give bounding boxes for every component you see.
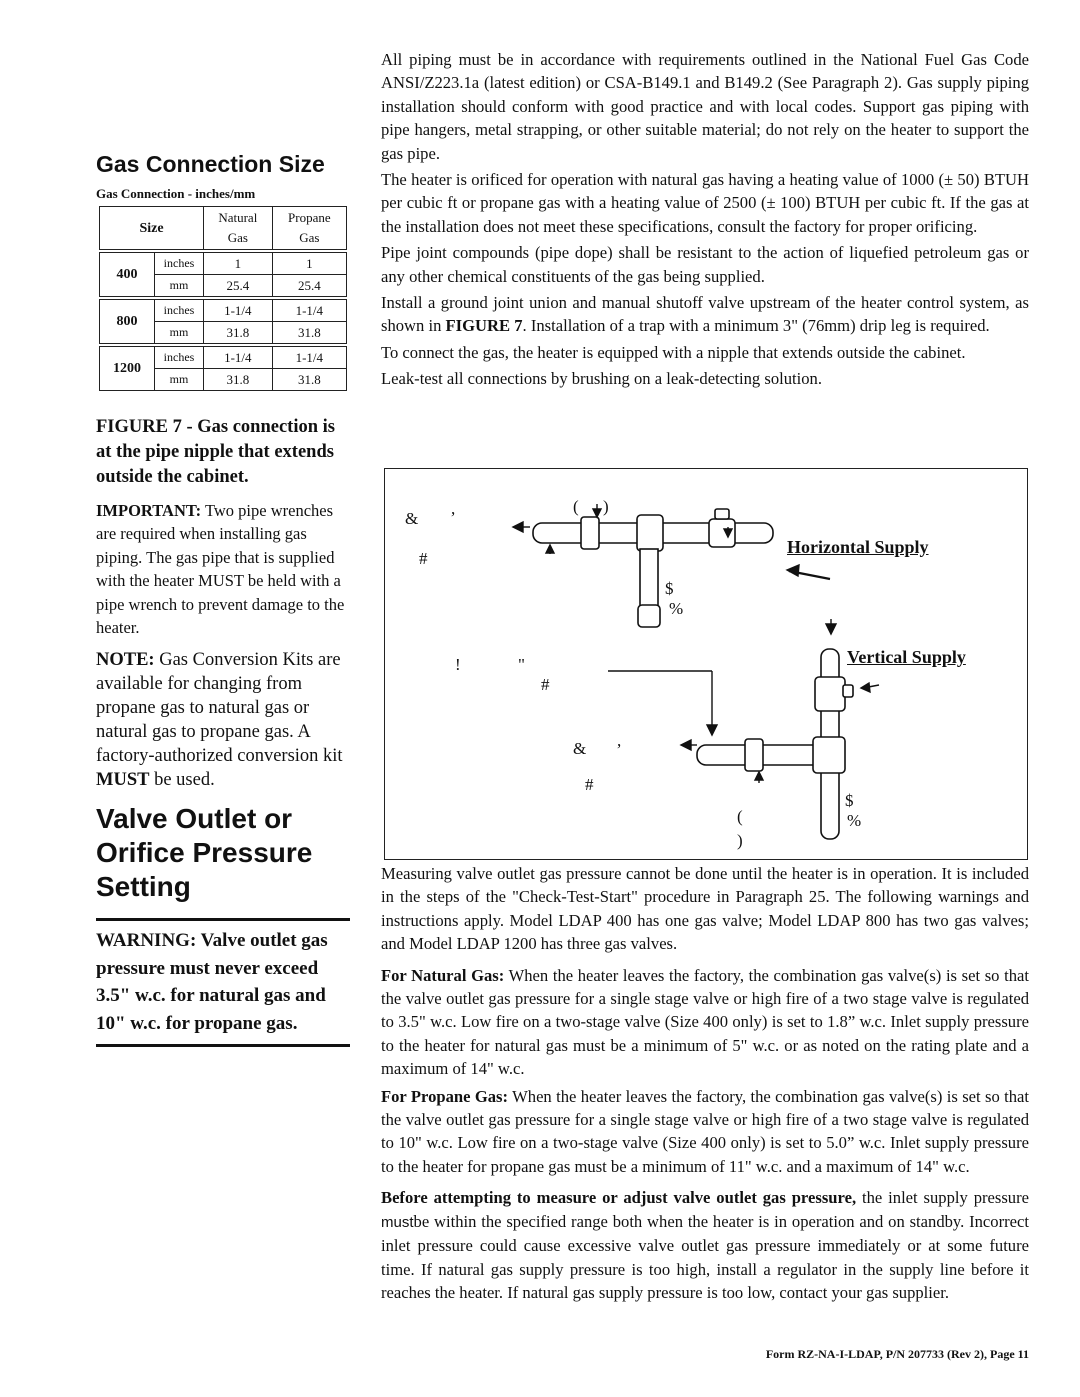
left-column bbox=[96, 150, 352, 1047]
important-label: IMPORTANT: bbox=[96, 501, 202, 520]
figure-ref: FIGURE 7 bbox=[445, 316, 523, 336]
before-attempting-label: Before attempting to measure or adjust valve outlet gas pressure, bbox=[381, 1188, 857, 1208]
cell-natural: 31.8 bbox=[204, 369, 273, 391]
tee-fitting bbox=[637, 515, 663, 551]
valve-handle bbox=[715, 509, 729, 519]
table-caption: Gas Connection - inches/mm bbox=[96, 186, 256, 201]
union-text-a: Install a ground joint union and manual shutoff valve upstream of the heater control system, as shown in bbox=[381, 293, 1029, 336]
row-unit: mm bbox=[155, 322, 204, 344]
row-size: 400 bbox=[100, 253, 155, 297]
cell-propane: 31.8 bbox=[272, 322, 346, 344]
header-propane-line1: Propane bbox=[288, 210, 331, 225]
table-row bbox=[100, 347, 347, 369]
fig-glyph: " bbox=[518, 655, 525, 674]
fig-glyph: $ bbox=[845, 791, 854, 810]
row-unit: mm bbox=[155, 369, 204, 391]
fig-glyph: & bbox=[405, 509, 419, 528]
paragraph-before-attempting bbox=[381, 1186, 1029, 1304]
paragraph-propane-gas bbox=[381, 1085, 1029, 1179]
table-header-row bbox=[100, 207, 347, 250]
header-natural-line2: Gas bbox=[227, 230, 248, 245]
fig-glyph: # bbox=[419, 549, 428, 568]
important-text: Two pipe wrenches are required when installing gas piping. The gas pipe that is supplied with the heater MUST be held with a pipe wrench to prevent damage to the heater. bbox=[96, 501, 345, 638]
figure-7-piping-diagram bbox=[384, 468, 1028, 860]
fig-glyph: ) bbox=[737, 831, 743, 850]
row-size: 1200 bbox=[100, 347, 155, 391]
fig-glyph: & bbox=[573, 739, 587, 758]
header-propane-line2: Gas bbox=[299, 230, 320, 245]
cell-natural: 1-1/4 bbox=[204, 300, 273, 322]
header-propane bbox=[272, 207, 346, 250]
table-row bbox=[100, 253, 347, 275]
table-row bbox=[100, 300, 347, 322]
cell-propane: 1 bbox=[272, 253, 346, 275]
note-text-2: be used. bbox=[149, 770, 215, 791]
note-must: MUST bbox=[96, 770, 150, 791]
header-size: Size bbox=[100, 207, 204, 250]
right-column-top bbox=[381, 48, 1029, 394]
header-natural-line1: Natural bbox=[218, 210, 258, 225]
row-unit: inches bbox=[155, 253, 204, 275]
paragraph-piping: All piping must be in accordance with requirements outlined in the National Fuel Gas Code ANSI/Z223.1a (latest edition) or CSA-B149.1 and B149.2 (See Paragraph 2). Gas supply piping installation should conform with good practice and with local codes. Support gas piping with pipe hangers, metal strapping, or other suitable material; do not rely on the heater to support the gas pipe. bbox=[381, 50, 1029, 163]
fig-glyph: # bbox=[541, 675, 550, 694]
propane-gas-text: When the heater leaves the factory, the combination gas valve(s) is set so that the valve outlet gas pressure for a single stage valve or high fire of a two stage valve is regulated to 10" w.c. Low fire on a two-stage valve (Size 400 only) is set to 5.0” w.c. Inlet supply pressure to the heater for propane gas must be a minimum of 11" w.c. and a maximum of 14" w.c. bbox=[381, 1086, 1029, 1176]
horizontal-supply-label: Horizontal Supply bbox=[787, 537, 929, 557]
section-title-gas-connection-size: Gas Connection Size bbox=[96, 151, 325, 177]
natural-gas-text: When the heater leaves the factory, the combination gas valve(s) is set so that the valve outlet gas pressure for a single stage valve or high fire of a two stage valve is regulated to 3.5" w.c. Low fire on a two-stage valve (Size 400 only) is set to 1.8” w.c. Inlet supply pressure to the heater for natural gas must be a minimum of 5" w.c. or as noted on the rating plate and a maximum of 14" w.c. bbox=[381, 965, 1029, 1079]
note-label: NOTE: bbox=[96, 650, 155, 671]
fig-glyph: ! bbox=[455, 655, 461, 674]
page-footer: Form RZ-NA-I-LDAP, P/N 207733 (Rev 2), Page 11 bbox=[765, 1347, 1029, 1361]
paragraph-union bbox=[381, 291, 1029, 338]
cell-natural: 1 bbox=[204, 253, 273, 275]
fig-glyph: , bbox=[451, 499, 456, 518]
cell-propane: 25.4 bbox=[272, 275, 346, 297]
cell-natural: 25.4 bbox=[204, 275, 273, 297]
paragraph-orificed: The heater is orificed for operation with natural gas having a heating value of 1000 (± 50) BTUH per cubic ft or propane gas with a heating value of 2500 (± 100) BTUH per cubic ft. If the gas at the installation does not meet these specifications, consult the factory for proper orificing. bbox=[381, 170, 1029, 236]
drip-leg-cap bbox=[638, 605, 660, 627]
heading-valve-outlet: Valve Outlet or Orifice Pressure Setting bbox=[96, 803, 313, 903]
before-text-b: be within the specified range both when the heater is in operation and on standby. Incorrect inlet pressure could cause excessive valve outlet gas pressure immediately or at some future time. If natural gas supply pressure is too high, install a regulator in the supply line before it reaches the heater. If natural gas supply pressure is too low, contact your gas supplier. bbox=[381, 1211, 1029, 1302]
important-note bbox=[96, 499, 352, 639]
cell-propane: 1-1/4 bbox=[272, 300, 346, 322]
row-size: 800 bbox=[100, 300, 155, 344]
shutoff-valve bbox=[709, 519, 735, 547]
row-unit: mm bbox=[155, 275, 204, 297]
row-unit: inches bbox=[155, 300, 204, 322]
cell-propane: 1-1/4 bbox=[272, 347, 346, 369]
paragraph-pipe-dope: Pipe joint compounds (pipe dope) shall be resistant to the action of liquefied petroleum gas or any other chemical constituents of the gas being supplied. bbox=[381, 243, 1029, 286]
vertical-valve-handle bbox=[843, 685, 853, 697]
cell-natural: 31.8 bbox=[204, 322, 273, 344]
before-text-a: the inlet supply pressure bbox=[856, 1188, 1029, 1208]
fig-glyph: % bbox=[669, 599, 684, 618]
fig-glyph: ( bbox=[573, 497, 579, 516]
note-text-1: Gas Conversion Kits are available for changing from propane gas to natural gas or natural gas to propane gas. A factory-authorized conversion kit bbox=[96, 650, 343, 767]
fig-glyph: ( bbox=[737, 807, 743, 826]
cell-natural: 1-1/4 bbox=[204, 347, 273, 369]
paragraph-natural-gas bbox=[381, 964, 1029, 1081]
vertical-union-fitting bbox=[745, 739, 763, 771]
conversion-note bbox=[96, 648, 352, 792]
figure-caption: FIGURE 7 - Gas connection is at the pipe nipple that extends outside the cabinet. bbox=[96, 417, 335, 487]
right-column-bottom bbox=[381, 862, 1029, 1312]
fig-glyph: % bbox=[847, 811, 862, 830]
paragraph-measuring: Measuring valve outlet gas pressure cannot be done until the heater is in operation. It is included in the steps of the "Check-Test-Start" procedure in Paragraph 25. The following warnings and instructions apply. Model LDAP 400 has one gas valve; Model LDAP 800 has two gas valves; and Model LDAP 1200 has three gas valves. bbox=[381, 864, 1029, 954]
row-unit: inches bbox=[155, 347, 204, 369]
must-word: must bbox=[381, 1213, 414, 1231]
paragraph-leak-test: Leak-test all connections by brushing on a leak-detecting solution. bbox=[381, 369, 822, 389]
vertical-tee-fitting bbox=[813, 737, 845, 773]
vertical-shutoff-valve bbox=[815, 677, 845, 711]
propane-gas-label: For Propane Gas: bbox=[381, 1086, 509, 1106]
warning-box: WARNING: Valve outlet gas pressure must never exceed 3.5" w.c. for natural gas and 10" w.c. for propane gas. bbox=[96, 918, 350, 1047]
fig-glyph: , bbox=[617, 731, 622, 750]
paragraph-nipple: To connect the gas, the heater is equipped with a nipple that extends outside the cabinet. bbox=[381, 342, 966, 362]
fig-glyph: $ bbox=[665, 579, 674, 598]
union-text-b: . Installation of a trap with a minimum 3" (76mm) drip leg is required. bbox=[522, 316, 990, 336]
gas-connection-table bbox=[99, 206, 347, 391]
cell-propane: 31.8 bbox=[272, 369, 346, 391]
fig-glyph: # bbox=[585, 775, 594, 794]
union-fitting bbox=[581, 517, 599, 549]
fig-glyph: ) bbox=[603, 497, 609, 516]
header-natural bbox=[204, 207, 273, 250]
natural-gas-label: For Natural Gas: bbox=[381, 965, 505, 985]
vertical-supply-label: Vertical Supply bbox=[847, 647, 966, 667]
